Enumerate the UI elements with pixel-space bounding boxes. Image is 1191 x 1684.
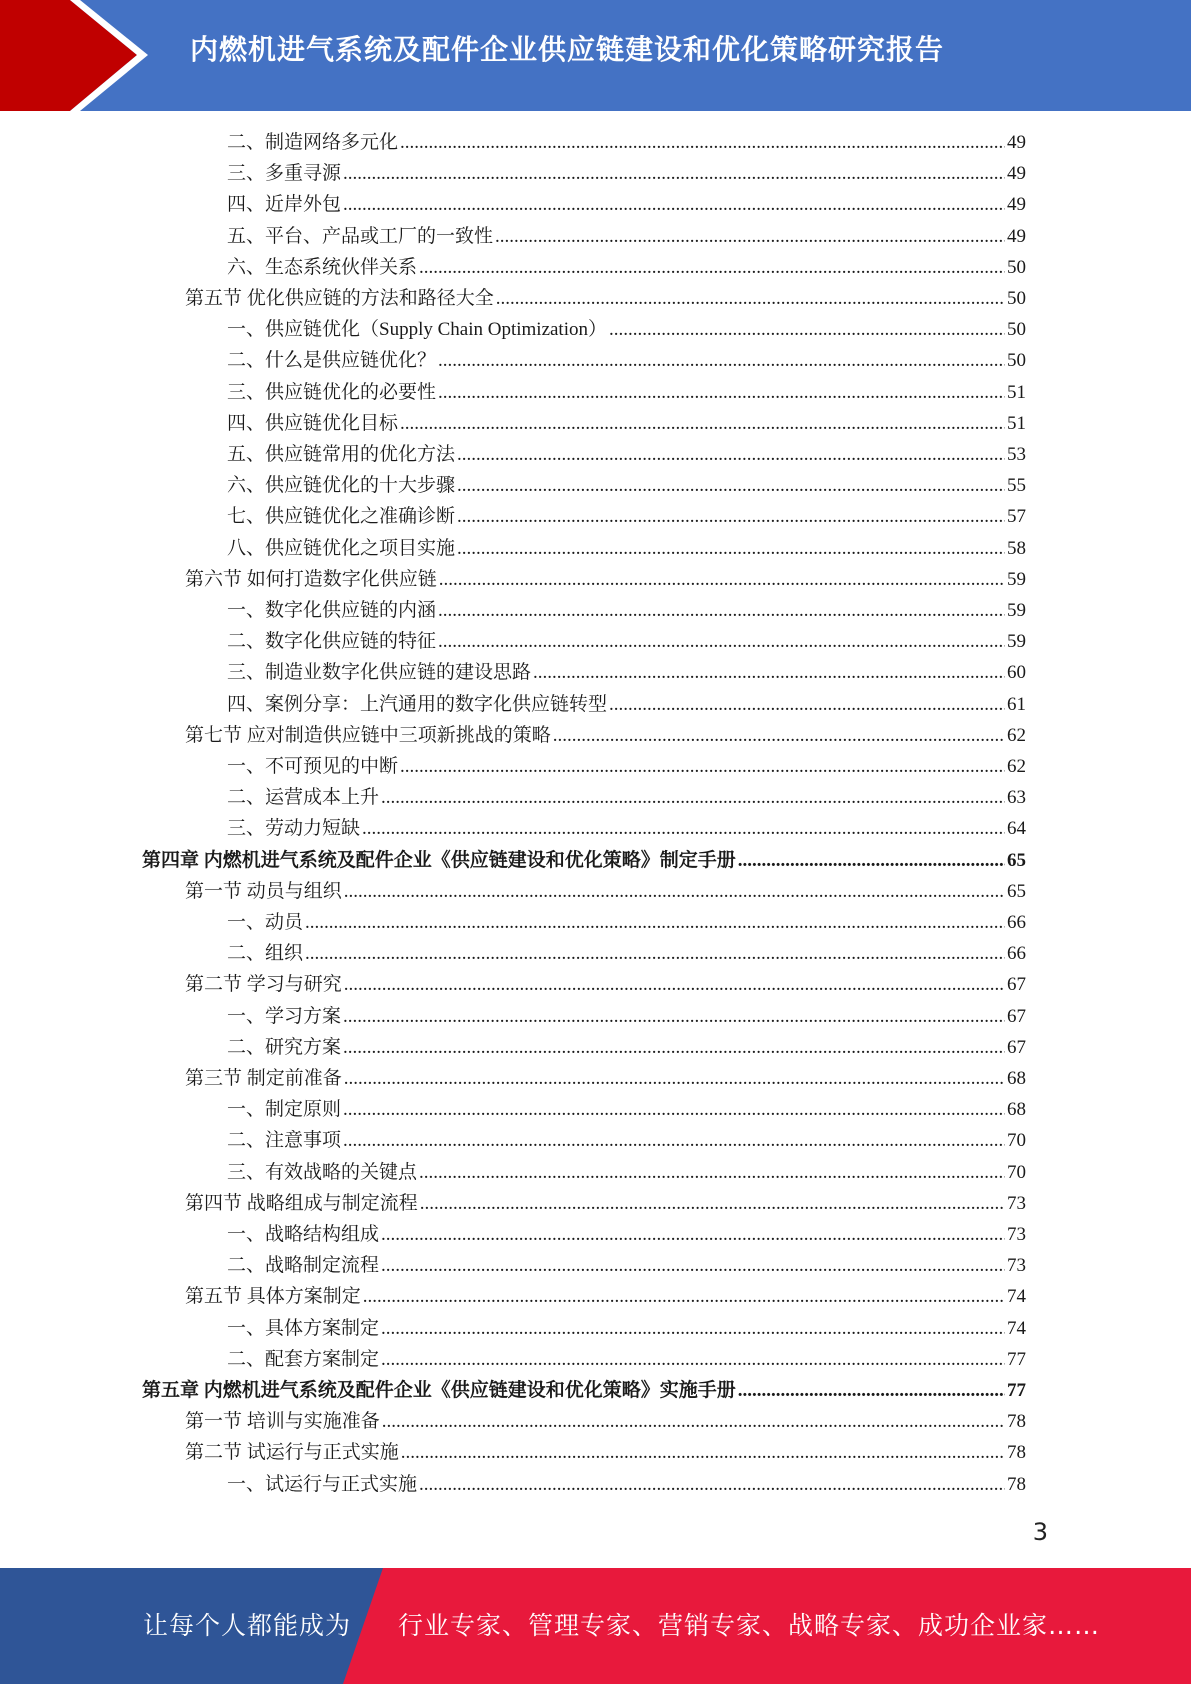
toc-subsection-entry[interactable] — [227, 782, 1026, 813]
toc-entry-title: 三、多重寻源 — [227, 163, 342, 185]
toc-page-number: 70 — [1007, 1161, 1026, 1183]
toc-dot-leader — [419, 252, 1005, 283]
toc-entry-title: 二、组织 — [227, 943, 304, 965]
toc-dot-leader — [343, 1001, 1005, 1032]
toc-dot-leader — [457, 533, 1005, 564]
toc-section-entry[interactable] — [185, 283, 1026, 314]
toc-page-number: 60 — [1007, 662, 1026, 684]
toc-dot-leader — [400, 751, 1005, 782]
toc-section-entry[interactable] — [185, 969, 1026, 1000]
toc-entry-title: 四、供应链优化目标 — [227, 412, 399, 434]
toc-dot-leader — [362, 813, 1005, 844]
toc-subsection-entry[interactable] — [227, 657, 1026, 688]
toc-entry-title: 二、配套方案制定 — [227, 1348, 380, 1370]
toc-entry-title: 三、劳动力短缺 — [227, 818, 361, 840]
toc-dot-leader — [382, 1406, 1005, 1437]
toc-page-number: 58 — [1007, 537, 1026, 559]
toc-entry-title: 一、学习方案 — [227, 1005, 342, 1027]
toc-dot-leader — [457, 501, 1005, 532]
toc-dot-leader — [363, 1281, 1005, 1312]
toc-dot-leader — [343, 1125, 1005, 1156]
toc-subsection-entry[interactable] — [227, 813, 1026, 844]
toc-page-number: 59 — [1007, 600, 1026, 621]
footer-slogan-right: 行业专家、管理专家、营销专家、战略专家、成功企业家…… — [398, 1611, 1101, 1640]
toc-dot-leader — [419, 1469, 1005, 1500]
toc-entry-title: 五、供应链常用的优化方法 — [227, 444, 456, 465]
toc-entry-title: 第五章 内燃机进气系统及配件企业《供应链建设和优化策略》实施手册 — [142, 1380, 736, 1401]
toc-page-number: 70 — [1007, 1130, 1026, 1152]
toc-entry-title: 第七节 应对制造供应链中三项新挑战的策略 — [185, 724, 551, 746]
toc-entry-title: 二、什么是供应链优化？ — [227, 350, 437, 372]
toc-entry-title: 第二节 试运行与正式实施 — [185, 1442, 399, 1464]
toc-page-number: 67 — [1007, 1036, 1026, 1058]
toc-subsection-entry[interactable] — [227, 1250, 1026, 1281]
toc-page-number: 49 — [1007, 194, 1026, 216]
toc-section-entry[interactable] — [185, 1437, 1026, 1468]
toc-subsection-entry[interactable] — [227, 501, 1026, 532]
toc-entry-title: 七、供应链优化之准确诊断 — [227, 506, 456, 528]
toc-page-number: 61 — [1007, 693, 1026, 715]
toc-page-number: 73 — [1007, 1255, 1026, 1277]
toc-entry-title: 第三节 制定前准备 — [185, 1068, 342, 1089]
toc-chapter-entry[interactable] — [142, 1375, 1026, 1406]
toc-dot-leader — [381, 1219, 1005, 1250]
toc-subsection-entry[interactable] — [227, 189, 1026, 220]
toc-entry-title: 四、案例分享：上汽通用的数字化供应链转型 — [227, 693, 608, 715]
header-banner — [0, 0, 1191, 111]
toc-dot-leader — [533, 657, 1005, 688]
toc-entry-title: 二、战略制定流程 — [227, 1255, 380, 1277]
toc-dot-leader — [343, 158, 1005, 189]
toc-page-number: 49 — [1007, 163, 1026, 185]
toc-subsection-entry[interactable] — [227, 1125, 1026, 1156]
toc-page-number: 62 — [1007, 756, 1026, 777]
toc-dot-leader — [400, 408, 1005, 439]
toc-entry-title: 一、供应链优化（Supply Chain Optimization） — [227, 319, 607, 341]
report-title: 内燃机进气系统及配件企业供应链建设和优化策略研究报告 — [190, 33, 945, 66]
toc-entry-title: 第一节 动员与组织 — [185, 880, 342, 902]
toc-entry-title: 第四章 内燃机进气系统及配件企业《供应链建设和优化策略》制定手册 — [142, 849, 736, 871]
footer-banner — [0, 1568, 1191, 1684]
toc-section-entry[interactable] — [185, 1188, 1026, 1219]
toc-subsection-entry[interactable] — [227, 938, 1026, 969]
toc-dot-leader — [400, 127, 1005, 158]
page-number: 3 — [1032, 1518, 1048, 1546]
toc-entry-title: 第六节 如何打造数字化供应链 — [185, 568, 437, 590]
toc-subsection-entry[interactable] — [227, 470, 1026, 501]
toc-section-entry[interactable] — [185, 1063, 1026, 1094]
toc-entry-title: 二、研究方案 — [227, 1036, 342, 1058]
toc-page-number: 68 — [1007, 1099, 1026, 1121]
footer-slogan-left: 让每个人都能成为 — [143, 1611, 352, 1640]
toc-entry-title: 三、供应链优化的必要性 — [227, 381, 437, 403]
toc-entry-title: 一、动员 — [227, 912, 304, 933]
toc-section-entry[interactable] — [185, 1406, 1026, 1437]
toc-entry-title: 第四节 战略组成与制定流程 — [185, 1192, 418, 1214]
toc-subsection-entry[interactable] — [227, 689, 1026, 720]
toc-dot-leader — [495, 221, 1005, 252]
toc-page-number: 74 — [1007, 1286, 1026, 1308]
toc-entry-title: 二、运营成本上升 — [227, 787, 380, 809]
toc-dot-leader — [738, 845, 1005, 876]
toc-dot-leader — [305, 938, 1005, 969]
toc-subsection-entry[interactable] — [227, 252, 1026, 283]
toc-entry-title: 二、数字化供应链的特征 — [227, 631, 437, 653]
toc-page-number: 49 — [1007, 225, 1026, 247]
toc-subsection-entry[interactable] — [227, 345, 1026, 376]
toc-dot-leader — [438, 345, 1005, 376]
toc-dot-leader — [738, 1375, 1005, 1406]
toc-entry-title: 一、具体方案制定 — [227, 1317, 380, 1339]
toc-page-number: 67 — [1007, 1005, 1026, 1027]
toc-entry-title: 一、不可预见的中断 — [227, 756, 399, 777]
toc-subsection-entry[interactable] — [227, 595, 1026, 626]
toc-dot-leader — [344, 1063, 1005, 1094]
toc-entry-title: 二、注意事项 — [227, 1130, 342, 1152]
toc-dot-leader — [457, 439, 1005, 470]
toc-subsection-entry[interactable] — [227, 221, 1026, 252]
toc-subsection-entry[interactable] — [227, 1032, 1026, 1063]
toc-dot-leader — [496, 283, 1005, 314]
toc-dot-leader — [438, 595, 1005, 626]
toc-page-number: 65 — [1007, 880, 1026, 902]
toc-entry-title: 三、有效战略的关键点 — [227, 1161, 418, 1183]
toc-section-entry[interactable] — [185, 1281, 1026, 1312]
toc-dot-leader — [457, 470, 1005, 501]
toc-page-number: 66 — [1007, 912, 1026, 933]
toc-subsection-entry[interactable] — [227, 1469, 1026, 1500]
toc-page-number: 77 — [1007, 1348, 1026, 1370]
toc-page-number: 59 — [1007, 568, 1026, 590]
toc-subsection-entry[interactable] — [227, 1344, 1026, 1375]
toc-dot-leader — [344, 969, 1005, 1000]
toc-page-number: 59 — [1007, 631, 1026, 653]
toc-section-entry[interactable] — [185, 564, 1026, 595]
toc-entry-title: 第五节 优化供应链的方法和路径大全 — [185, 288, 494, 309]
toc-entry-title: 一、战略结构组成 — [227, 1224, 380, 1245]
toc-page-number: 51 — [1007, 381, 1026, 403]
toc-page-number: 78 — [1007, 1442, 1026, 1464]
toc-entry-title: 六、供应链优化的十大步骤 — [227, 475, 456, 497]
toc-entry-title: 三、制造业数字化供应链的建设思路 — [227, 662, 532, 684]
toc-page-number: 68 — [1007, 1068, 1026, 1089]
toc-subsection-entry[interactable] — [227, 626, 1026, 657]
toc-subsection-entry[interactable] — [227, 158, 1026, 189]
toc-entry-title: 一、试运行与正式实施 — [227, 1473, 418, 1495]
toc-subsection-entry[interactable] — [227, 408, 1026, 439]
toc-page-number: 67 — [1007, 974, 1026, 996]
toc-page-number: 53 — [1007, 444, 1026, 465]
toc-page-number: 77 — [1007, 1380, 1026, 1401]
toc-page-number: 64 — [1007, 818, 1026, 840]
toc-dot-leader — [438, 626, 1005, 657]
toc-entry-title: 六、生态系统伙伴关系 — [227, 256, 418, 278]
toc-subsection-entry[interactable] — [227, 1219, 1026, 1250]
toc-dot-leader — [439, 564, 1005, 595]
toc-page-number: 65 — [1007, 849, 1026, 871]
toc-page-number: 62 — [1007, 724, 1026, 746]
toc-page-number: 49 — [1007, 132, 1026, 153]
toc-entry-title: 一、数字化供应链的内涵 — [227, 600, 437, 621]
toc-subsection-entry[interactable] — [227, 1313, 1026, 1344]
toc-subsection-entry[interactable] — [227, 533, 1026, 564]
toc-dot-leader — [343, 1032, 1005, 1063]
toc-section-entry[interactable] — [185, 876, 1026, 907]
toc-dot-leader — [381, 1250, 1005, 1281]
toc-page-number: 55 — [1007, 475, 1026, 497]
toc-page-number: 66 — [1007, 943, 1026, 965]
toc-dot-leader — [343, 1094, 1005, 1125]
toc-dot-leader — [381, 782, 1005, 813]
toc-subsection-entry[interactable] — [227, 439, 1026, 470]
toc-page-number: 74 — [1007, 1317, 1026, 1339]
toc-dot-leader — [420, 1188, 1005, 1219]
toc-page-number: 57 — [1007, 506, 1026, 528]
toc-dot-leader — [344, 876, 1005, 907]
toc-page-number: 50 — [1007, 256, 1026, 278]
toc-subsection-entry[interactable] — [227, 314, 1026, 345]
toc-entry-title: 第一节 培训与实施准备 — [185, 1411, 380, 1433]
toc-page-number: 50 — [1007, 288, 1026, 309]
toc-dot-leader — [609, 314, 1005, 345]
toc-dot-leader — [381, 1344, 1005, 1375]
toc-entry-title: 八、供应链优化之项目实施 — [227, 537, 456, 559]
toc-dot-leader — [401, 1437, 1005, 1468]
toc-entry-title: 四、近岸外包 — [227, 194, 342, 216]
toc-dot-leader — [609, 689, 1005, 720]
toc-subsection-entry[interactable] — [227, 751, 1026, 782]
toc-subsection-entry[interactable] — [227, 127, 1026, 158]
toc-entry-title: 第五节 具体方案制定 — [185, 1286, 361, 1308]
toc-page-number: 51 — [1007, 412, 1026, 434]
toc-subsection-entry[interactable] — [227, 1157, 1026, 1188]
toc-entry-title: 一、制定原则 — [227, 1099, 342, 1121]
toc-subsection-entry[interactable] — [227, 907, 1026, 938]
toc-dot-leader — [305, 907, 1005, 938]
toc-dot-leader — [553, 720, 1005, 751]
toc-page-number: 50 — [1007, 319, 1026, 341]
toc-dot-leader — [419, 1157, 1005, 1188]
toc-entry-title: 五、平台、产品或工厂的一致性 — [227, 225, 494, 247]
toc-entry-title: 二、制造网络多元化 — [227, 132, 399, 153]
toc-subsection-entry[interactable] — [227, 377, 1026, 408]
toc-subsection-entry[interactable] — [227, 1094, 1026, 1125]
toc-page-number: 63 — [1007, 787, 1026, 809]
toc-dot-leader — [381, 1313, 1005, 1344]
toc-page-number: 78 — [1007, 1411, 1026, 1433]
toc-chapter-entry[interactable] — [142, 845, 1026, 876]
toc-page-number: 78 — [1007, 1473, 1026, 1495]
toc-subsection-entry[interactable] — [227, 1001, 1026, 1032]
toc-page-number: 50 — [1007, 350, 1026, 372]
toc-entry-title: 第二节 学习与研究 — [185, 974, 342, 996]
toc-dot-leader — [343, 189, 1005, 220]
toc-page-number: 73 — [1007, 1192, 1026, 1214]
toc-dot-leader — [438, 377, 1005, 408]
toc-page-number: 73 — [1007, 1224, 1026, 1245]
toc-section-entry[interactable] — [185, 720, 1026, 751]
